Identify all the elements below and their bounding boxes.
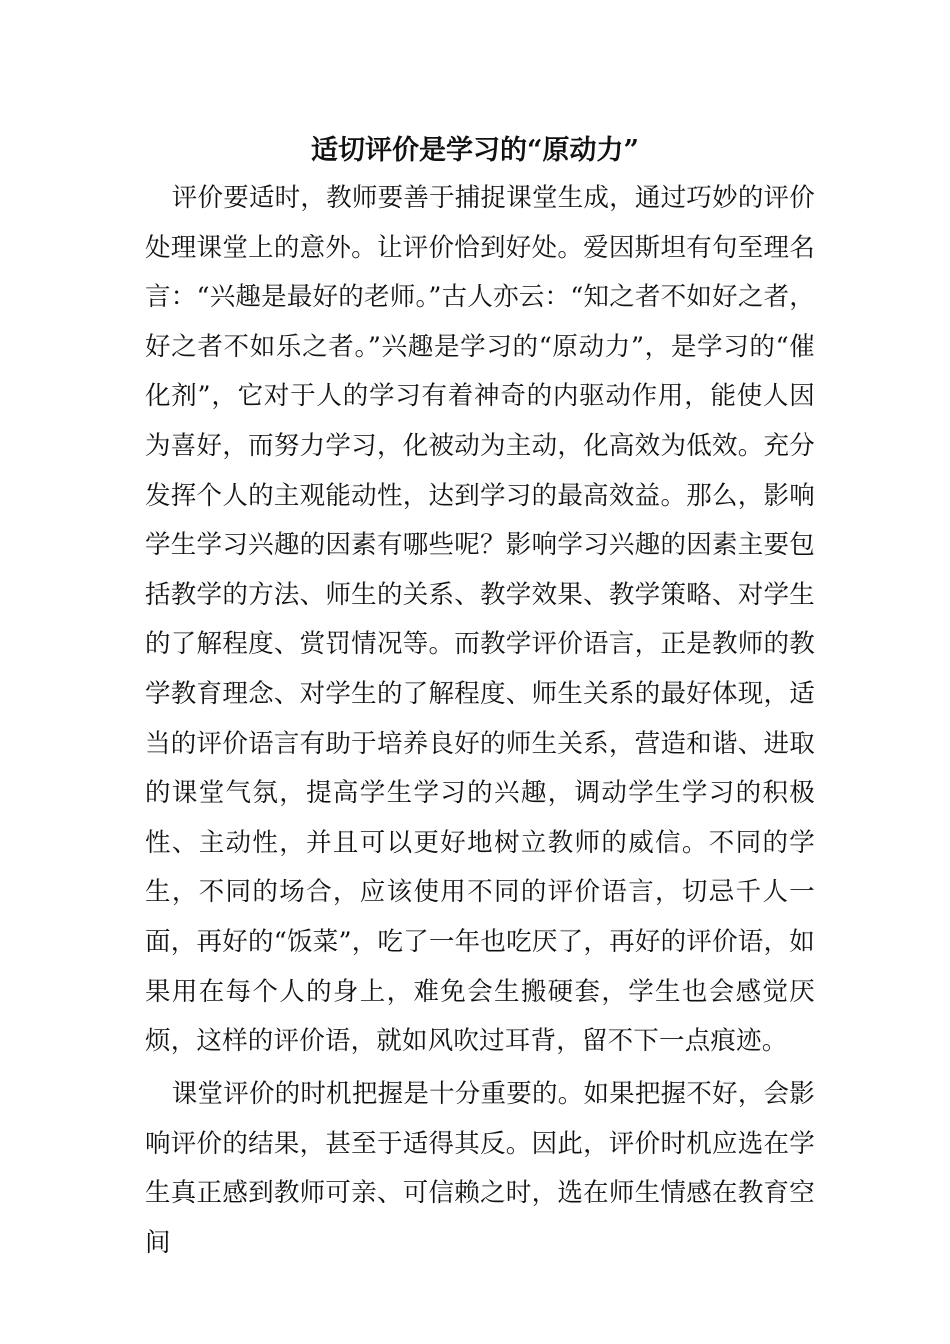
document-title: 适切评价是学习的“原动力”	[310, 135, 640, 166]
body-paragraph-1: 评价要适时，教师要善于捕捉课堂生成，通过巧妙的评价处理课堂上的意外。让评价恰到好处。爱因斯坦有句至理名言：“兴趣是最好的老师。”古人亦云：“知之者不如好之者，好之者不如乐之者。”兴趣是学习的“原动力”，是学习的“催化剂”，它对于人的学习有着神奇的内驱动作用，能使人因为喜好，而努力学习，化被动为主动，化高效为低效。充分发挥个人的主观能动性，达到学习的最高效益。那么，影响学生学习兴趣的因素有哪些呢？影响学习兴趣的因素主要包括教学的方法、师生的关系、教学效果、教学策略、对学生的了解程度、赏罚情况等。而教学评价语言，正是教师的教学教育理念、对学生的了解程度、师生关系的最好体现，适当的评价语言有助于培养良好的师生关系，营造和谐、进取的课堂气氛，提高学生学习的兴趣，调动学生学习的积极性、主动性，并且可以更好地树立教师的威信。不同的学生，不同的场合，应该使用不同的评价语言，切忌千人一面，再好的“饭菜”，吃了一年也吃厌了，再好的评价语，如果用在每个人的身上，难免会生搬硬套，学生也会感觉厌烦，这样的评价语，就如风吹过耳背，留不下一点痕迹。	[145, 183, 815, 1057]
body-paragraph-2: 课堂评价的时机把握是十分重要的。如果把握不好，会影响评价的结果，甚至于适得其反。因此，评价时机应选在学生真正感到教师可亲、可信赖之时，选在师生情感在教育空间	[145, 1079, 815, 1258]
